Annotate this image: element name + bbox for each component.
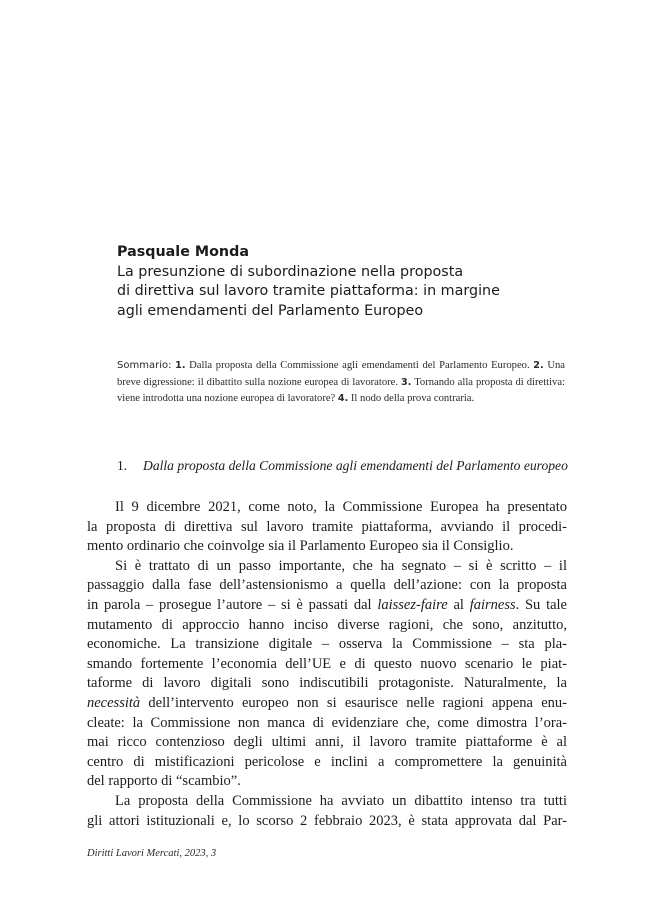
journal-footer: Diritti Lavori Mercati, 2023, 3	[87, 848, 217, 859]
line-segment: . Su tale	[515, 596, 567, 613]
body-line: gli attori istituzionali e, lo scorso 2 febbraio 2023, è stata approvata dal Par-	[87, 812, 567, 829]
summary-abstract	[117, 358, 565, 408]
summary-item-text: Il nodo della prova contraria.	[350, 393, 475, 405]
summary-item-text: Dalla proposta della Commissione agli emendamenti del Parlamento Europeo.	[189, 360, 530, 371]
body-text	[87, 498, 567, 831]
body-line: smando fortemente l’economia dell’UE e di questo nuovo scenario le piat-	[87, 655, 567, 672]
body-line	[87, 596, 567, 616]
summary-item-number: 4.	[337, 393, 349, 405]
title-line: agli emendamenti del Parlamento Europeo	[117, 302, 424, 319]
body-line: passaggio dalla fase dell’astensionismo a quella dell’azione: con la proposta	[87, 577, 567, 594]
body-line: Il 9 dicembre 2021, come noto, la Commissione Europea ha presentato	[115, 499, 567, 515]
article-heading	[117, 243, 557, 321]
line-segment: in parola – prosegue l’autore – si è passati dal	[87, 596, 378, 613]
body-line: la proposta di direttiva sul lavoro tramite piattaforma, avviando il procedi-	[87, 518, 567, 535]
summary-item-text: Tornando alla proposta di direttiva: viene introdotta una nozione europea di lavoratore?	[117, 376, 565, 405]
line-segment: dell’intervento europeo non si esaurisce nelle ragioni appena enu-	[140, 694, 567, 711]
title-line: La presunzione di subordinazione nella proposta	[117, 263, 464, 280]
summary-item-text: Una breve digressione: il dibattito sulla nozione europea di lavoratore.	[117, 360, 565, 388]
body-line: mutamento di approccio hanno inciso diverse ragioni, che sono, anzitutto,	[87, 616, 567, 633]
italic-term: necessità	[87, 694, 141, 711]
summary-item-number: 2.	[533, 360, 544, 371]
body-line: Si è trattato di un passo importante, che ha segnato – si è scritto – il	[115, 557, 567, 574]
body-line: mento ordinario che coinvolge sia il Parlamento Europeo sia il Consiglio.	[87, 538, 514, 555]
body-line: La proposta della Commissione ha avviato un dibattito intenso tra tutti	[115, 792, 567, 809]
italic-term: fairness	[469, 596, 516, 613]
summary-item-number: 3.	[401, 376, 412, 388]
line-segment: al	[447, 596, 470, 613]
body-line: del rapporto di “scambio”.	[87, 773, 241, 790]
italic-term: laissez-faire	[377, 596, 448, 613]
section-number: 1.	[117, 458, 128, 473]
body-line: mai ricco contenzioso degli ultimi anni, il lavoro tramite piattaforme è al	[87, 734, 567, 751]
author-name: Pasquale Monda	[117, 244, 249, 260]
body-line	[87, 694, 567, 714]
body-line: economiche. La transizione digitale – osserva la Commissione – sta pla-	[87, 636, 567, 653]
section-title: Dalla proposta della Commissione agli emendamenti del Parlamento europeo	[143, 458, 568, 473]
title-line: di direttiva sul lavoro tramite piattaforma: in margine	[117, 283, 500, 299]
body-line: taforme di lavoro digitali sono indiscutibili protagoniste. Naturalmente, la	[87, 675, 567, 692]
body-line: cleate: la Commissione non manca di evidenziare che, come dimostra l’ora-	[87, 714, 567, 731]
body-line: centro di mistificazioni pericolose e inclini a compromettere la genuinità	[87, 753, 567, 770]
section-heading	[117, 458, 577, 474]
summary-label: Sommario:	[117, 360, 172, 371]
summary-item-number: 1.	[175, 360, 186, 371]
